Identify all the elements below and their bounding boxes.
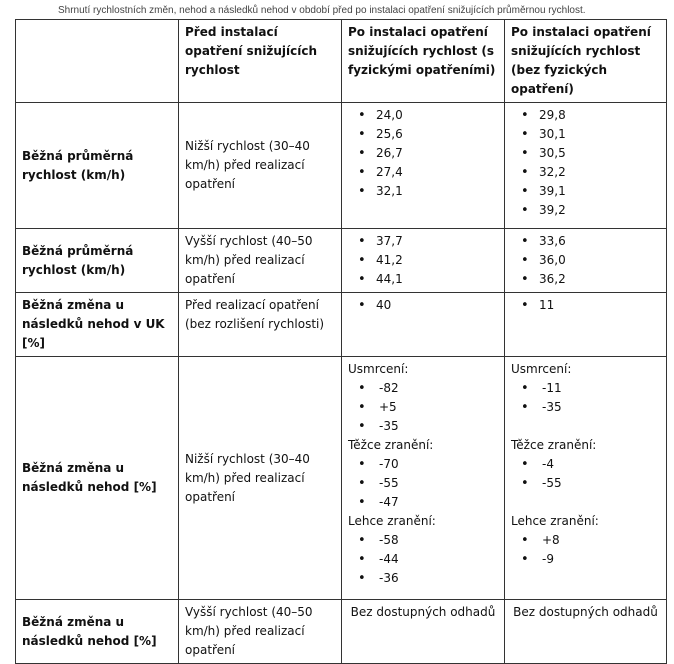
row-label: Běžná změna u následků nehod [%] — [16, 357, 179, 600]
list-item: • -36 — [348, 569, 498, 588]
list-item: • -82 — [348, 379, 498, 398]
values-without-physical — [505, 293, 667, 357]
row-description: Vyšší rychlost (40–50 km/h) před realizací opatření — [179, 600, 342, 664]
values-with-physical — [342, 357, 505, 600]
table-row — [16, 293, 667, 357]
header-after-physical: Po instalaci opatření snižujících rychlost (s fyzickými opatřeními) — [342, 20, 505, 103]
list-item: • +8 — [511, 531, 660, 550]
table-row — [16, 600, 667, 664]
list-item: • 36,2 — [511, 270, 660, 289]
list-item: • -58 — [348, 531, 498, 550]
table-header-row — [16, 20, 667, 103]
list-item: • 36,0 — [511, 251, 660, 270]
list-item: • -35 — [511, 398, 660, 417]
list-item: • 37,7 — [348, 232, 498, 251]
table-row — [16, 103, 667, 229]
list-item: • -55 — [348, 474, 498, 493]
header-empty-cell — [16, 20, 179, 103]
list-item: • 32,1 — [348, 182, 498, 201]
list-item: • 33,6 — [511, 232, 660, 251]
table-row — [16, 357, 667, 600]
list-item: • 41,2 — [348, 251, 498, 270]
list-item: • 32,2 — [511, 163, 660, 182]
row-description: Nižší rychlost (30–40 km/h) před realizací opatření — [179, 103, 342, 229]
list-item: • -47 — [348, 493, 498, 512]
list-item: • -55 — [511, 474, 660, 493]
serious-label: Těžce zranění: — [511, 438, 597, 452]
list-item: • 39,2 — [511, 201, 660, 220]
row-label: Běžná změna u následků nehod [%] — [16, 600, 179, 664]
values-with-physical — [342, 293, 505, 357]
slight-label: Lehce zranění: — [348, 514, 436, 528]
values-with-physical — [342, 229, 505, 293]
table-caption: Shrnutí rychlostních změn, nehod a následků nehod v období před po instalaci opatření snižujících průměrnou rychlost. — [58, 5, 586, 16]
list-item: • -9 — [511, 550, 660, 569]
list-item: • 44,1 — [348, 270, 498, 289]
list-item: • -35 — [348, 417, 498, 436]
summary-table — [15, 19, 667, 664]
fatal-label: Usmrcení: — [511, 362, 572, 376]
values-without-physical — [505, 229, 667, 293]
values-without-physical — [505, 357, 667, 600]
slight-label: Lehce zranění: — [511, 514, 599, 528]
serious-label: Těžce zranění: — [348, 438, 434, 452]
list-item: • -11 — [511, 379, 660, 398]
list-item: • -70 — [348, 455, 498, 474]
list-item: • +5 — [348, 398, 498, 417]
row-label: Běžná změna u následků nehod v UK [%] — [16, 293, 179, 357]
values-with-physical: Bez dostupných odhadů — [342, 600, 505, 664]
values-with-physical — [342, 103, 505, 229]
list-item: • 40 — [348, 296, 498, 315]
list-item: • -44 — [348, 550, 498, 569]
list-item: • 26,7 — [348, 144, 498, 163]
list-item: • 39,1 — [511, 182, 660, 201]
list-item: • 29,8 — [511, 106, 660, 125]
spacer — [511, 417, 660, 436]
list-item: • 27,4 — [348, 163, 498, 182]
row-description: Vyšší rychlost (40–50 km/h) před realizací opatření — [179, 229, 342, 293]
header-before: Před instalací opatření snižujících rychlost — [179, 20, 342, 103]
values-without-physical: Bez dostupných odhadů — [505, 600, 667, 664]
header-after-no-physical: Po instalaci opatření snižujících rychlost (bez fyzických opatření) — [505, 20, 667, 103]
list-item: • 30,1 — [511, 125, 660, 144]
table-row — [16, 229, 667, 293]
spacer — [511, 493, 660, 512]
row-label: Běžná průměrná rychlost (km/h) — [16, 229, 179, 293]
list-item: • -4 — [511, 455, 660, 474]
list-item: • 11 — [511, 296, 660, 315]
values-without-physical — [505, 103, 667, 229]
list-item: • 24,0 — [348, 106, 498, 125]
list-item: • 25,6 — [348, 125, 498, 144]
list-item: • 30,5 — [511, 144, 660, 163]
fatal-label: Usmrcení: — [348, 362, 409, 376]
row-description: Před realizací opatření (bez rozlišení rychlosti) — [179, 293, 342, 357]
row-label: Běžná průměrná rychlost (km/h) — [16, 103, 179, 229]
row-description: Nižší rychlost (30–40 km/h) před realizací opatření — [179, 357, 342, 600]
